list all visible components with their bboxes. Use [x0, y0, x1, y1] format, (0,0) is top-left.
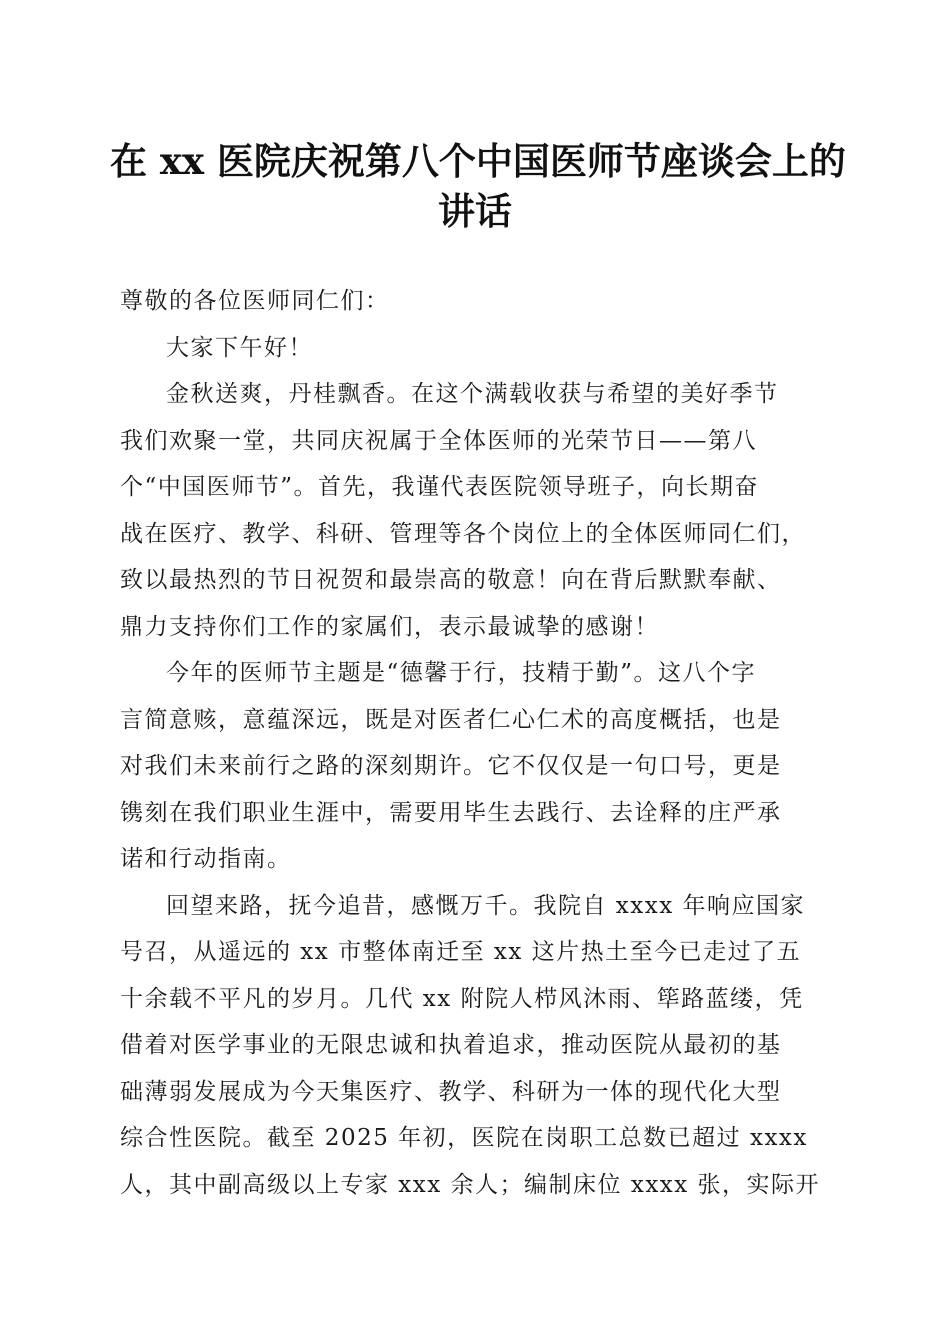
paragraph-theme — [120, 650, 825, 883]
body-line: 综合性医院。截至 2025 年初，医院在岗职工总数已超过 xxxx — [120, 1125, 808, 1151]
body-line: 回望来路，抚今追昔，感慨万千。我院自 xxxx 年响应国家 — [166, 892, 806, 919]
paragraph-greeting — [120, 325, 825, 372]
document-body — [120, 278, 825, 1208]
body-line: 借着对医学事业的无限忠诚和执着追求，推动医院从最初的基 — [120, 1032, 782, 1058]
body-line: 大家下午好！ — [166, 334, 313, 361]
body-line: 础薄弱发展成为今天集医疗、教学、科研为一体的现代化大型 — [120, 1078, 782, 1105]
body-line: 金秋送爽，丹桂飘香。在这个满载收获与希望的美好季节 — [166, 381, 779, 407]
body-line: 战在医疗、教学、科研、管理等各个岗位上的全体医师同仁们， — [120, 520, 806, 547]
body-line: 诺和行动指南。 — [120, 846, 292, 872]
salutation-text: 尊敬的各位医师同仁们： — [120, 288, 390, 314]
salutation — [120, 278, 825, 325]
paragraph-opening — [120, 371, 825, 650]
body-line: 今年的医师节主题是“德馨于行，技精于勤”。这八个字 — [166, 660, 757, 686]
body-line: 人，其中副高级以上专家 xxx 余人；编制床位 xxxx 张，实际开 — [120, 1171, 821, 1198]
body-line: 号召，从遥远的 xx 市整体南迁至 xx 这片热土至今已走过了五 — [120, 939, 802, 965]
paragraph-history — [120, 883, 825, 1209]
title-line: 在 xx 医院庆祝第八个中国医师节座谈会上的 — [110, 139, 846, 183]
document-title — [110, 136, 846, 236]
body-line: 鼎力支持你们工作的家属们，表示最诚挚的感谢！ — [120, 613, 659, 640]
body-line: 我们欢聚一堂，共同庆祝属于全体医师的光荣节日——第八 — [120, 427, 757, 454]
body-line: 镌刻在我们职业生涯中，需要用毕生去践行、去诠释的庄严承 — [120, 799, 782, 826]
body-line: 十余载不平凡的岁月。几代 xx 附院人栉风沐雨、筚路蓝缕，凭 — [120, 985, 804, 1012]
body-line: 对我们未来前行之路的深刻期许。它不仅仅是一句口号，更是 — [120, 753, 782, 779]
title-line: 讲话 — [438, 189, 512, 233]
body-line: 致以最热烈的节日祝贺和最崇高的敬意！向在背后默默奉献、 — [120, 567, 782, 593]
body-line: 个“中国医师节”。首先，我谨代表医院领导班子，向长期奋 — [120, 474, 760, 500]
body-line: 言简意赅，意蕴深远，既是对医者仁心仁术的高度概括，也是 — [120, 706, 782, 733]
